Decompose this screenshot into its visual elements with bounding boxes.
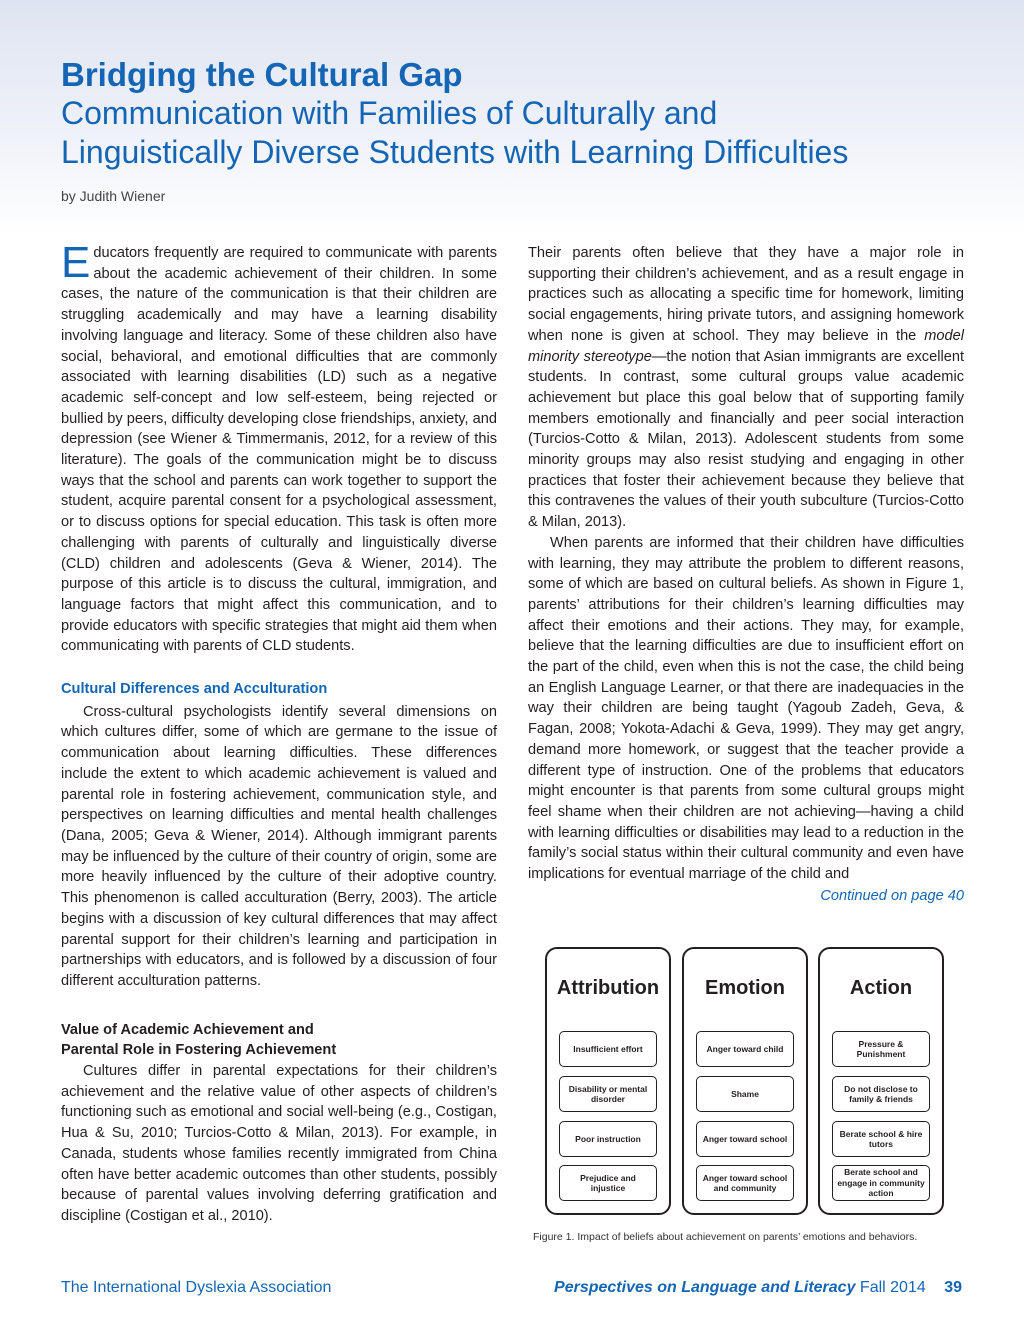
intro-text: ducators frequently are required to communicate with parents about the academic achievement of their children. In some cases, the nature of the communication is that their children are struggling academically and may have a learning disability involving language and literacy. Some of these children also have social, behavioral, and emotional difficulties that are commonly associated with learning disabilities (LD) such as a negative academic self-concept and low self-esteem, being rejected or bullied by peers, difficulty developing close friendships, anxiety, and depression (see Wiener & Timmermanis, 2012, for a review of this literature). The goals of the communication might be to discuss ways that the school and parents can work together to support the student, acquire parental consent for a psychological assessment, or to discuss options for special education. This task is often more challenging with parents of culturally and linguistically diverse (CLD) children and adolescents (Geva & Wiener, 2014). The purpose of this article is to discuss the cultural, immigration, and language factors that might affect this communication, and to provide educators with specific strategies that might aid them when communicating with parents of CLD students. [61,245,497,655]
subsection-heading [61,1020,497,1061]
right-paragraph-1-end: —the notion that Asian immigrants are excellent students. In contrast, some cultural groups value academic achievement but place this goal below that of supporting family members emotionally and financially and peer social interaction (Turcios-Cotto & Milan, 2013). Adolescent students from some minority groups may also resist studying and engaging in other practices that foster their achievement because they believe that this contravenes the values of their youth subculture (Turcios-Cotto & Milan, 2013). [528,348,964,531]
attribution-box [545,947,671,1215]
section-heading-cultural-differences: Cultural Differences and Acculturation [61,681,328,698]
right-paragraph-1-start: Their parents often believe that they have a major role in supporting their children’s achievement, and as a result engage in practices such as allocating a specific time for homework, limiting social engagements, hiring private tutors, and assigning homework when none is given at school. They may believe in the [528,245,964,344]
emotion-heading: Emotion [705,977,785,999]
section1-paragraph: Cross-cultural psychologists identify several dimensions on which cultures differ, some of which are germane to the issue of communication about learning difficulties. These differences include the extent to which academic achievement is valued and parental role in fostering achievement, communication style, and perspectives on learning difficulties and mental health challenges (Dana, 2005; Geva & Wiener, 2014). Although immigrant parents may be influenced by the culture of their country of origin, some are more heavily influenced by the culture of their adoptive country. This phenomenon is called acculturation (Berry, 2003). The article begins with a discussion of key cultural differences that may affect parental support for their children’s learning and participation in partnerships with educators, and is followed by a discussion of four different acculturation patterns. [61,703,497,989]
footer-publication-info [554,1279,962,1297]
footer-organization: The International Dyslexia Association [61,1279,332,1296]
right-column [528,243,964,907]
attribution-item: Insufficient effort [559,1031,657,1067]
action-heading: Action [849,977,913,999]
continued-link[interactable]: Continued on page 40 [820,887,964,904]
footer-issue: Fall 2014 [859,1279,926,1296]
action-item: Berate school and engage in community action [832,1165,930,1201]
article-title: Bridging the Cultural Gap [61,56,463,93]
action-item: Berate school & hire tutors [832,1121,930,1157]
article-subtitle-line2: Linguistically Diverse Students with Learning Difficulties [61,134,849,170]
page-number: 39 [944,1279,962,1296]
action-box [818,947,944,1215]
attribution-item: Poor instruction [559,1121,657,1157]
intro-paragraph [61,238,497,657]
attribution-item: Disability or mental disorder [559,1076,657,1112]
right-paragraph-1-emphasis: model minority stereotype [528,327,964,365]
article-header [61,56,981,172]
figure-caption: Figure 1. Impact of beliefs about achievement on parents’ emotions and behaviors. [533,1231,918,1243]
article-subtitle-line1: Communication with Families of Culturally and [61,95,718,131]
emotion-item: Shame [696,1076,794,1112]
figure-1-diagram [545,947,961,1215]
emotion-item: Anger toward school [696,1121,794,1157]
section2-paragraph: Cultures differ in parental expectations for their children’s achievement and the relative value of other aspects of children’s functioning such as emotional and social well-being (e.g., Costigan, Hua & Su, 2010; Turcios-Cotto & Milan, 2013). For example, in Canada, students whose families recently immigrated from China often have better academic outcomes than other students, possibly because of parental values involving deferring gratification and discipline (Costigan et al., 2010). [61,1063,497,1224]
attribution-item: Prejudice and injustice [559,1165,657,1201]
emotion-item: Anger toward child [696,1031,794,1067]
right-paragraph-2: When parents are informed that their children have difficulties with learning, they may attribute the problem to different reasons, some of which are based on cultural beliefs. As shown in Figure 1, parents’ attributions for their children’s learning difficulties may affect their emotions and their actions. They may, for example, believe that the learning difficulties are due to insufficient effort on the part of the child, even when this is not the case, the child being an English Language Learner, or that there are inadequacies in the way their children are being taught (Yagoub Zadeh, Geva, & Fagan, 2008; Yokota-Adachi & Geva, 1999). They may get angry, demand more homework, or suggest that the teacher provide a different type of instruction. One of the problems that educators might encounter is that parents from some cultural groups might feel shame when their children are not achieving—having a child with learning difficulties or disabilities may lead to a reduction in the family’s social status within their cultural community and even have implications for eventual marriage of the child and [528,534,964,883]
attribution-heading: Attribution [556,977,660,999]
emotion-item: Anger toward school and community [696,1165,794,1201]
subsection-heading-line1: Value of Academic Achievement and [61,1021,314,1038]
action-item: Pressure & Punishment [832,1031,930,1067]
drop-cap: E [61,238,91,287]
left-column [61,238,497,1227]
subsection-heading-line2: Parental Role in Fostering Achievement [61,1042,337,1059]
byline: by Judith Wiener [61,188,166,204]
footer-publication: Perspectives on Language and Literacy [554,1279,856,1296]
emotion-box [682,947,808,1215]
action-item: Do not disclose to family & friends [832,1076,930,1112]
right-paragraph-1 [528,243,964,533]
